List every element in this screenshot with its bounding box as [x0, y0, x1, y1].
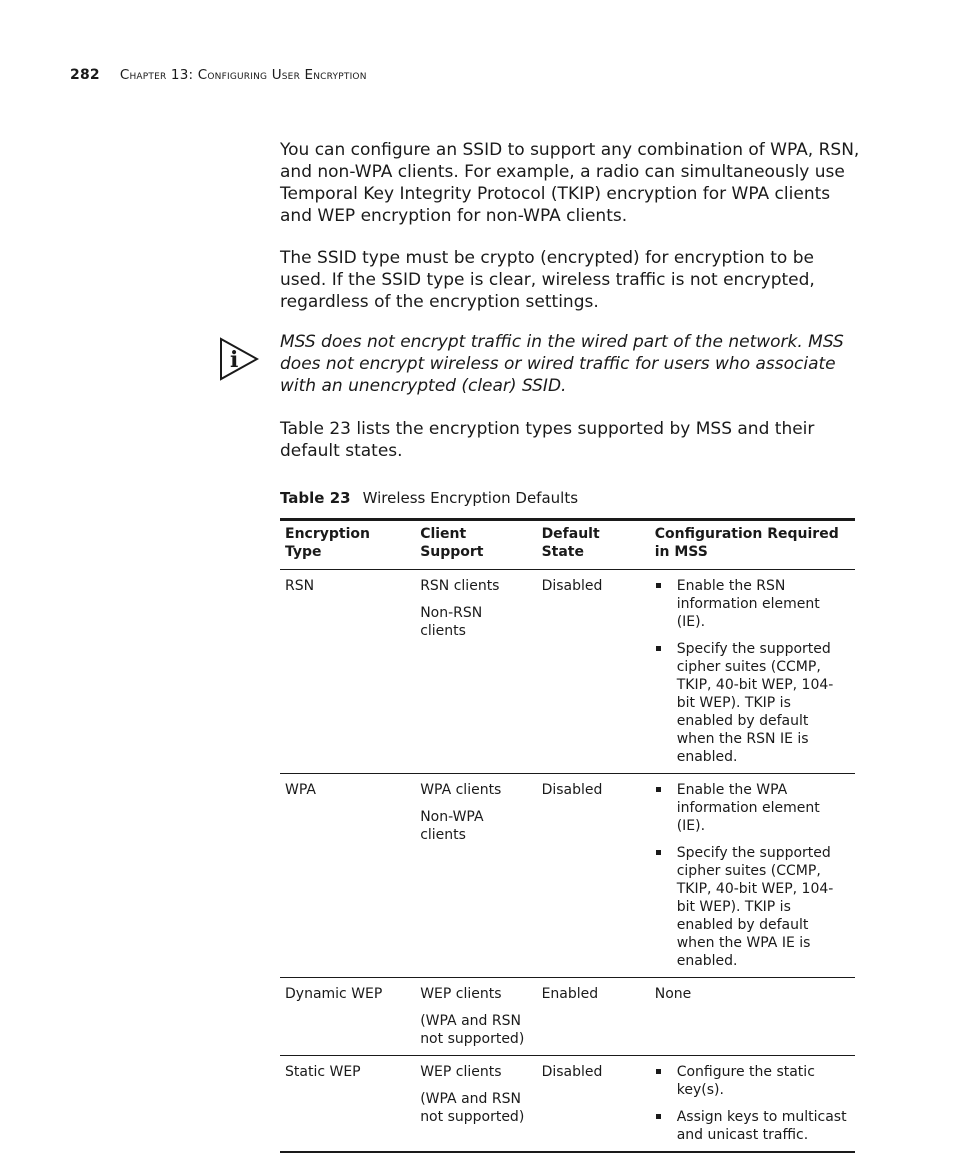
body-paragraph-1: You can configure an SSID to support any combination of WPA, RSN, and non-WPA clients. For example, a radio can simultaneously use Temporal Key Integrity Protocol (TKIP) encryption for WPA clients and WEP encryption for non-WPA clients.: [280, 140, 860, 226]
config-bullet-text: Specify the supported cipher suites (CCMP, TKIP, 40-bit WEP, 104-bit WEP). TKIP is enabled by default when the WPA IE is enabled.: [676, 845, 834, 969]
cell-client-support: [415, 570, 536, 774]
client-support-line: WPA clients: [420, 782, 502, 798]
info-icon-glyph: i: [230, 347, 239, 373]
config-bullet-item: [655, 577, 850, 631]
bullet-marker: [656, 850, 661, 855]
cell-configuration: None: [654, 986, 692, 1002]
bullet-marker: [656, 1114, 661, 1119]
config-bullet-text: Assign keys to multicast and unicast traffic.: [676, 1109, 847, 1143]
table-caption: [280, 489, 578, 507]
header-configuration-required: Configuration Required in MSS: [654, 526, 839, 560]
page-number: 282: [70, 67, 100, 83]
cell-encryption-type: RSN: [285, 578, 315, 594]
running-header: [70, 67, 367, 83]
table-row-rsn: [280, 570, 855, 774]
config-bullet-item: [655, 844, 850, 970]
bullet-marker: [656, 583, 661, 588]
client-support-line: Non-WPA clients: [420, 809, 484, 843]
cell-default-state: Disabled: [541, 1064, 603, 1080]
client-support-line: WEP clients: [420, 986, 502, 1002]
cell-default-state: Enabled: [541, 986, 599, 1002]
config-bullet-text: Enable the RSN information element (IE).: [676, 578, 820, 630]
client-support-line: (WPA and RSN not supported): [420, 1013, 525, 1047]
client-support-line: Non-RSN clients: [420, 605, 483, 639]
cell-configuration: [650, 774, 855, 978]
cell-configuration: [650, 1056, 855, 1153]
client-support-line: RSN clients: [420, 578, 500, 594]
cell-client-support: [415, 774, 536, 978]
config-bullet-text: Specify the supported cipher suites (CCMP, TKIP, 40-bit WEP, 104-bit WEP). TKIP is enabled by default when the RSN IE is enabled.: [676, 641, 834, 765]
body-paragraph-2: The SSID type must be crypto (encrypted) for encryption to be used. If the SSID type is clear, wireless traffic is not encrypted, regardless of the encryption settings.: [280, 248, 815, 312]
cell-client-support: [415, 1056, 536, 1153]
config-bullet-text: Enable the WPA information element (IE).: [676, 782, 820, 834]
config-bullet-item: [655, 781, 850, 835]
cell-encryption-type: Static WEP: [285, 1064, 361, 1080]
config-bullet-item: [655, 1108, 850, 1144]
table-caption-title: Wireless Encryption Defaults: [362, 489, 579, 507]
chapter-title: Chapter 13: Configuring User Encryption: [119, 67, 367, 83]
header-client-support: Client Support: [420, 526, 484, 560]
table-row-static-wep: [280, 1056, 855, 1153]
cell-encryption-type: WPA: [285, 782, 316, 798]
bullet-marker: [656, 646, 661, 651]
config-bullet-text: Configure the static key(s).: [676, 1064, 815, 1098]
bullet-marker: [656, 787, 661, 792]
table-caption-number: Table 23: [280, 489, 351, 507]
header-default-state: Default State: [541, 526, 600, 560]
header-encryption-type: Encryption Type: [285, 526, 370, 560]
config-bullet-item: [655, 1063, 850, 1099]
body-paragraph-3: Table 23 lists the encryption types supported by MSS and their default states.: [280, 419, 815, 461]
client-support-line: (WPA and RSN not supported): [420, 1091, 525, 1125]
bullet-marker: [656, 1069, 661, 1074]
table-row-wpa: [280, 774, 855, 978]
encryption-defaults-table: [280, 518, 855, 1153]
cell-client-support: [415, 978, 536, 1056]
config-bullet-item: [655, 640, 850, 766]
table-row-dynamic-wep: [280, 978, 855, 1056]
info-icon: [219, 337, 259, 381]
client-support-line: WEP clients: [420, 1064, 502, 1080]
cell-configuration: [650, 570, 855, 774]
table-header-row: [280, 520, 855, 570]
note-paragraph: MSS does not encrypt traffic in the wired part of the network. MSS does not encrypt wireless or wired traffic for users who associate with an unencrypted (clear) SSID.: [280, 332, 844, 396]
cell-default-state: Disabled: [541, 782, 603, 798]
cell-encryption-type: Dynamic WEP: [285, 986, 383, 1002]
cell-default-state: Disabled: [541, 578, 603, 594]
